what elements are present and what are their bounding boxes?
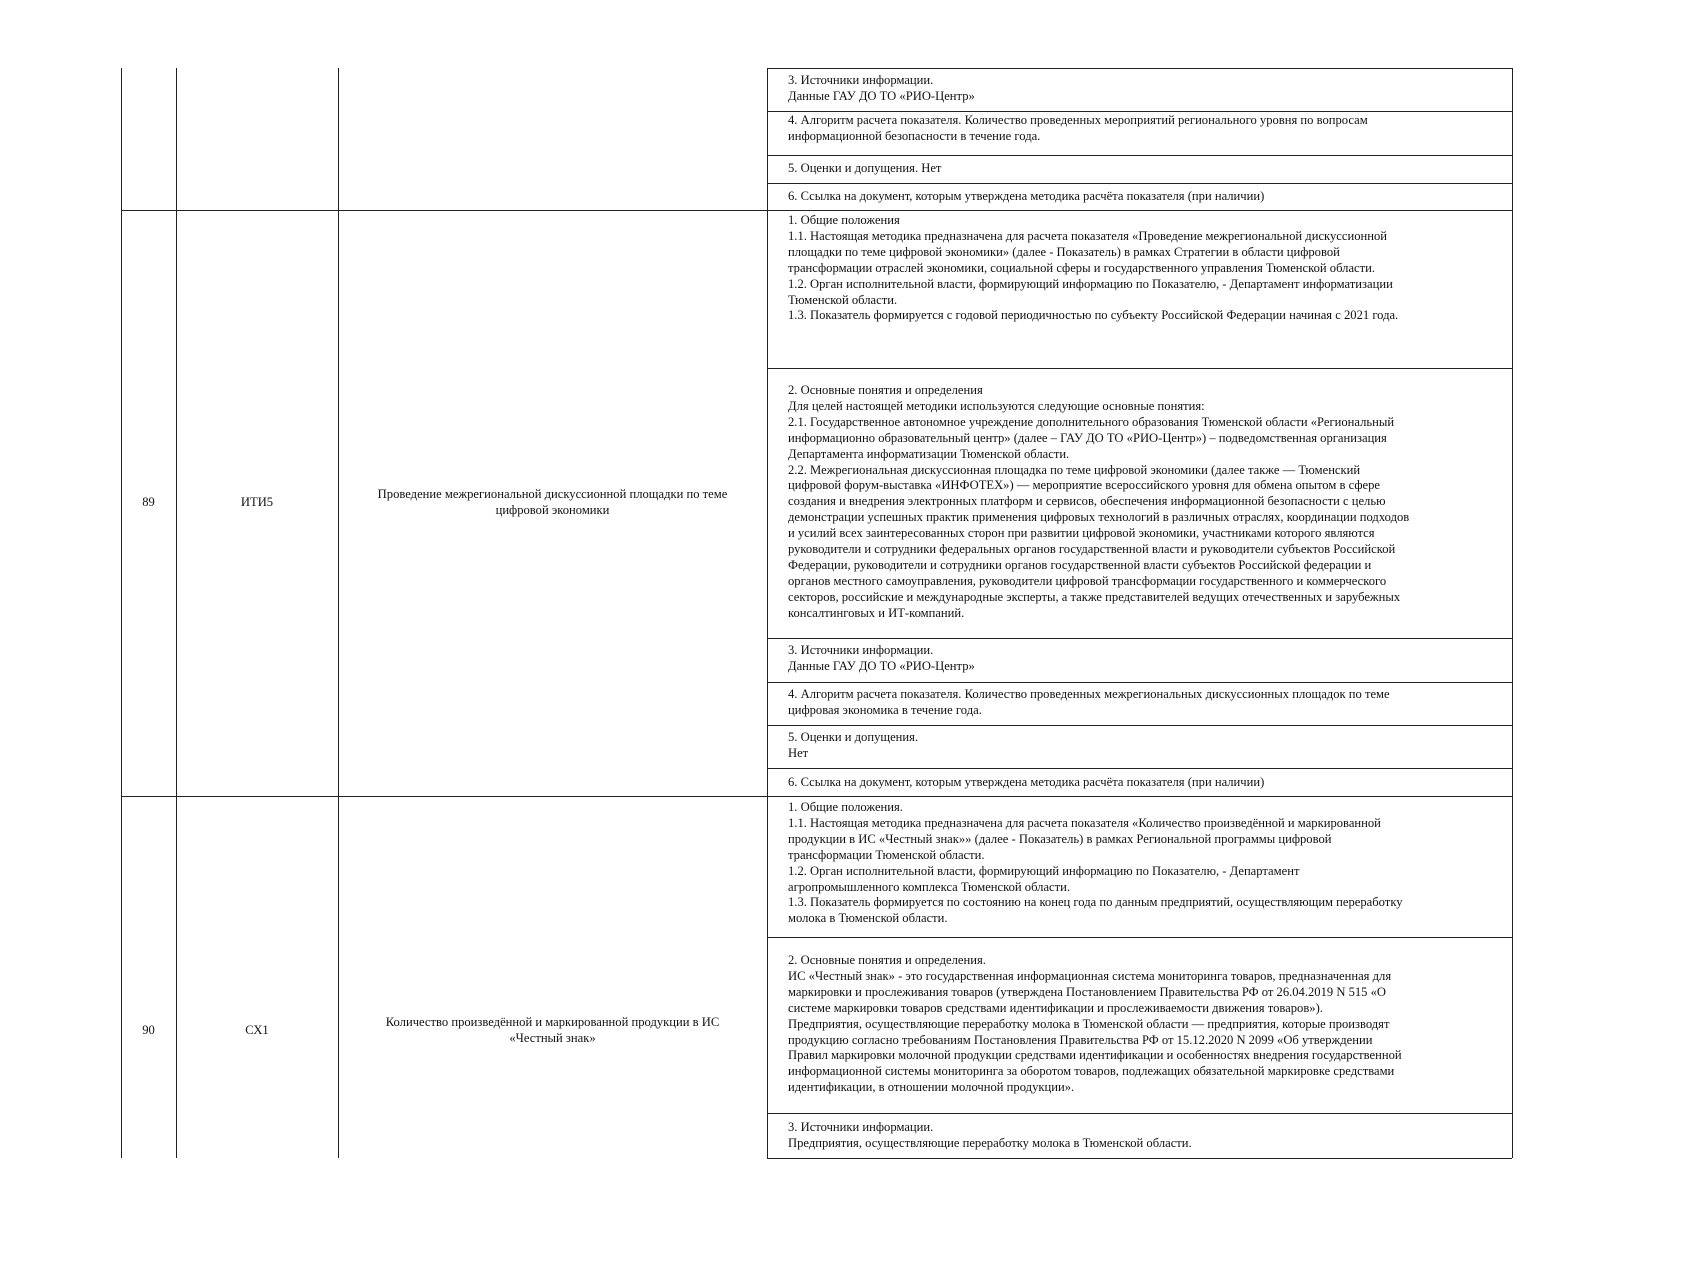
section-general-provisions: 1. Общие положения 1.1. Настоящая методика предназначена для расчета показателя «Проведение межрегиональной дискуссионной площадки по теме цифровой экономики» (далее - Показатель) в рамках Стратегии в области цифровой трансформации отраслей экономики, социальной сферы и государственного управления Тюменской области. 1.2. Орган исполнительной власти, формирующий информацию по Показателю, - Департамент информатизации Тюменской области. 1.3. Показатель формируется с годовой периодичностью по субъекту Российской Федерации начиная с 2021 года. xyxy=(788,213,1399,323)
row-line xyxy=(767,111,1512,112)
row-number: 90 xyxy=(142,1023,155,1038)
section-algorithm: 4. Алгоритм расчета показателя. Количество проведенных мероприятий регионального уровня по вопросам информационной безопасности в течение года. xyxy=(788,113,1368,143)
indicator-name: Количество произведённой и маркированной продукции в ИС «Честный знак» xyxy=(385,1015,720,1045)
section-definitions: 2. Основные понятия и определения Для целей настоящей методики используются следующие основные понятия: 2.1. Государственное автономное учреждение дополнительного образования Тюменской области «Региональный информационно образовательный центр» (далее – ГАУ ДО ТО «РИО-Центр») – подведомственная организация Департамента информатизации Тюменской области. 2.2. Межрегиональная дискуссионная площадка по теме цифровой экономики (далее также — Тюменский цифровой форум-выставка «ИНФОТЕХ») — мероприятие всероссийского уровня для обмена опытом в сфере создания и внедрения электронных платформ и сервисов, обеспечения информационной безопасности с целью демонстрации успешных практик применения цифровых технологий в различных отраслях, координации подходов и усилий всех заинтересованных сторон при развитии цифровой экономики, участниками которого являются руководители и сотрудники федеральных органов государственной власти и руководители субъектов Российской Федерации, руководители и сотрудники органов государственной власти субъектов Российской федерации и органов местного самоуправления, руководители цифровой трансформации государственного и коммерческого секторов, российские и международные эксперты, а также представителей ведущих отечественных и зарубежных консалтинговых и ИТ-компаний. xyxy=(788,383,1410,620)
row-line xyxy=(767,937,1512,938)
indicator-code: ИТИ5 xyxy=(240,495,274,510)
section-assumptions: 5. Оценки и допущения. Нет xyxy=(788,161,942,175)
section-document-link: 6. Ссылка на документ, которым утверждена методика расчёта показателя (при наличии) xyxy=(788,189,1265,203)
row-line xyxy=(767,68,1512,69)
row-line xyxy=(767,638,1512,639)
row-line xyxy=(767,725,1512,726)
row-line xyxy=(767,1158,1512,1159)
section-assumptions: 5. Оценки и допущения. Нет xyxy=(788,730,919,760)
indicator-code: СХ1 xyxy=(245,1023,269,1038)
col-line-3 xyxy=(338,68,339,1158)
section-algorithm: 4. Алгоритм расчета показателя. Количество проведенных межрегиональных дискуссионных площадок по теме цифровая экономика в течение года. xyxy=(788,687,1390,717)
row-line xyxy=(767,155,1512,156)
row-line xyxy=(767,768,1512,769)
row-line xyxy=(767,183,1512,184)
col-line-4 xyxy=(767,68,768,1158)
col-line-5 xyxy=(1512,68,1513,1158)
section-sources: 3. Источники информации. Данные ГАУ ДО ТО «РИО-Центр» xyxy=(788,73,975,103)
section-sources: 3. Источники информации. Данные ГАУ ДО ТО «РИО-Центр» xyxy=(788,643,975,673)
section-document-link: 6. Ссылка на документ, которым утверждена методика расчёта показателя (при наличии) xyxy=(788,775,1265,789)
indicator-name: Проведение межрегиональной дискуссионной площадки по теме цифровой экономики xyxy=(377,487,728,517)
row-line xyxy=(767,368,1512,369)
section-sources: 3. Источники информации. Предприятия, осуществляющие переработку молока в Тюменской области. xyxy=(788,1120,1192,1150)
section-definitions: 2. Основные понятия и определения. ИС «Честный знак» - это государственная информационная система мониторинга товаров, предназначенная для маркировки и прослеживания товаров (утверждена Постановлением Правительства РФ от 26.04.2019 N 515 «О системе маркировки товаров средствами идентификации и прослеживаемости движения товаров»). Предприятия, осуществляющие переработку молока в Тюменской области — предприятия, которые производят продукцию согласно требованиям Постановления Правительства РФ от 15.12.2020 N 2099 «Об утверждении Правил маркировки молочной продукции средствами идентификации и особенностях внедрения государственной информационной системы мониторинга за оборотом товаров, подлежащих обязательной маркировке средствами идентификации, в отношении молочной продукции». xyxy=(788,953,1402,1095)
row-number: 89 xyxy=(142,495,155,510)
section-general-provisions: 1. Общие положения. 1.1. Настоящая методика предназначена для расчета показателя «Количество произведённой и маркированной продукции в ИС «Честный знак»» (далее - Показатель) в рамках Региональной программы цифровой трансформации Тюменской области. 1.2. Орган исполнительной власти, формирующий информацию по Показателю, - Департамент агропромышленного комплекса Тюменской области. 1.3. Показатель формируется по состоянию на конец года по данным предприятий, осуществляющим переработку молока в Тюменской области. xyxy=(788,800,1403,926)
row-line xyxy=(767,1113,1512,1114)
row-line xyxy=(767,682,1512,683)
